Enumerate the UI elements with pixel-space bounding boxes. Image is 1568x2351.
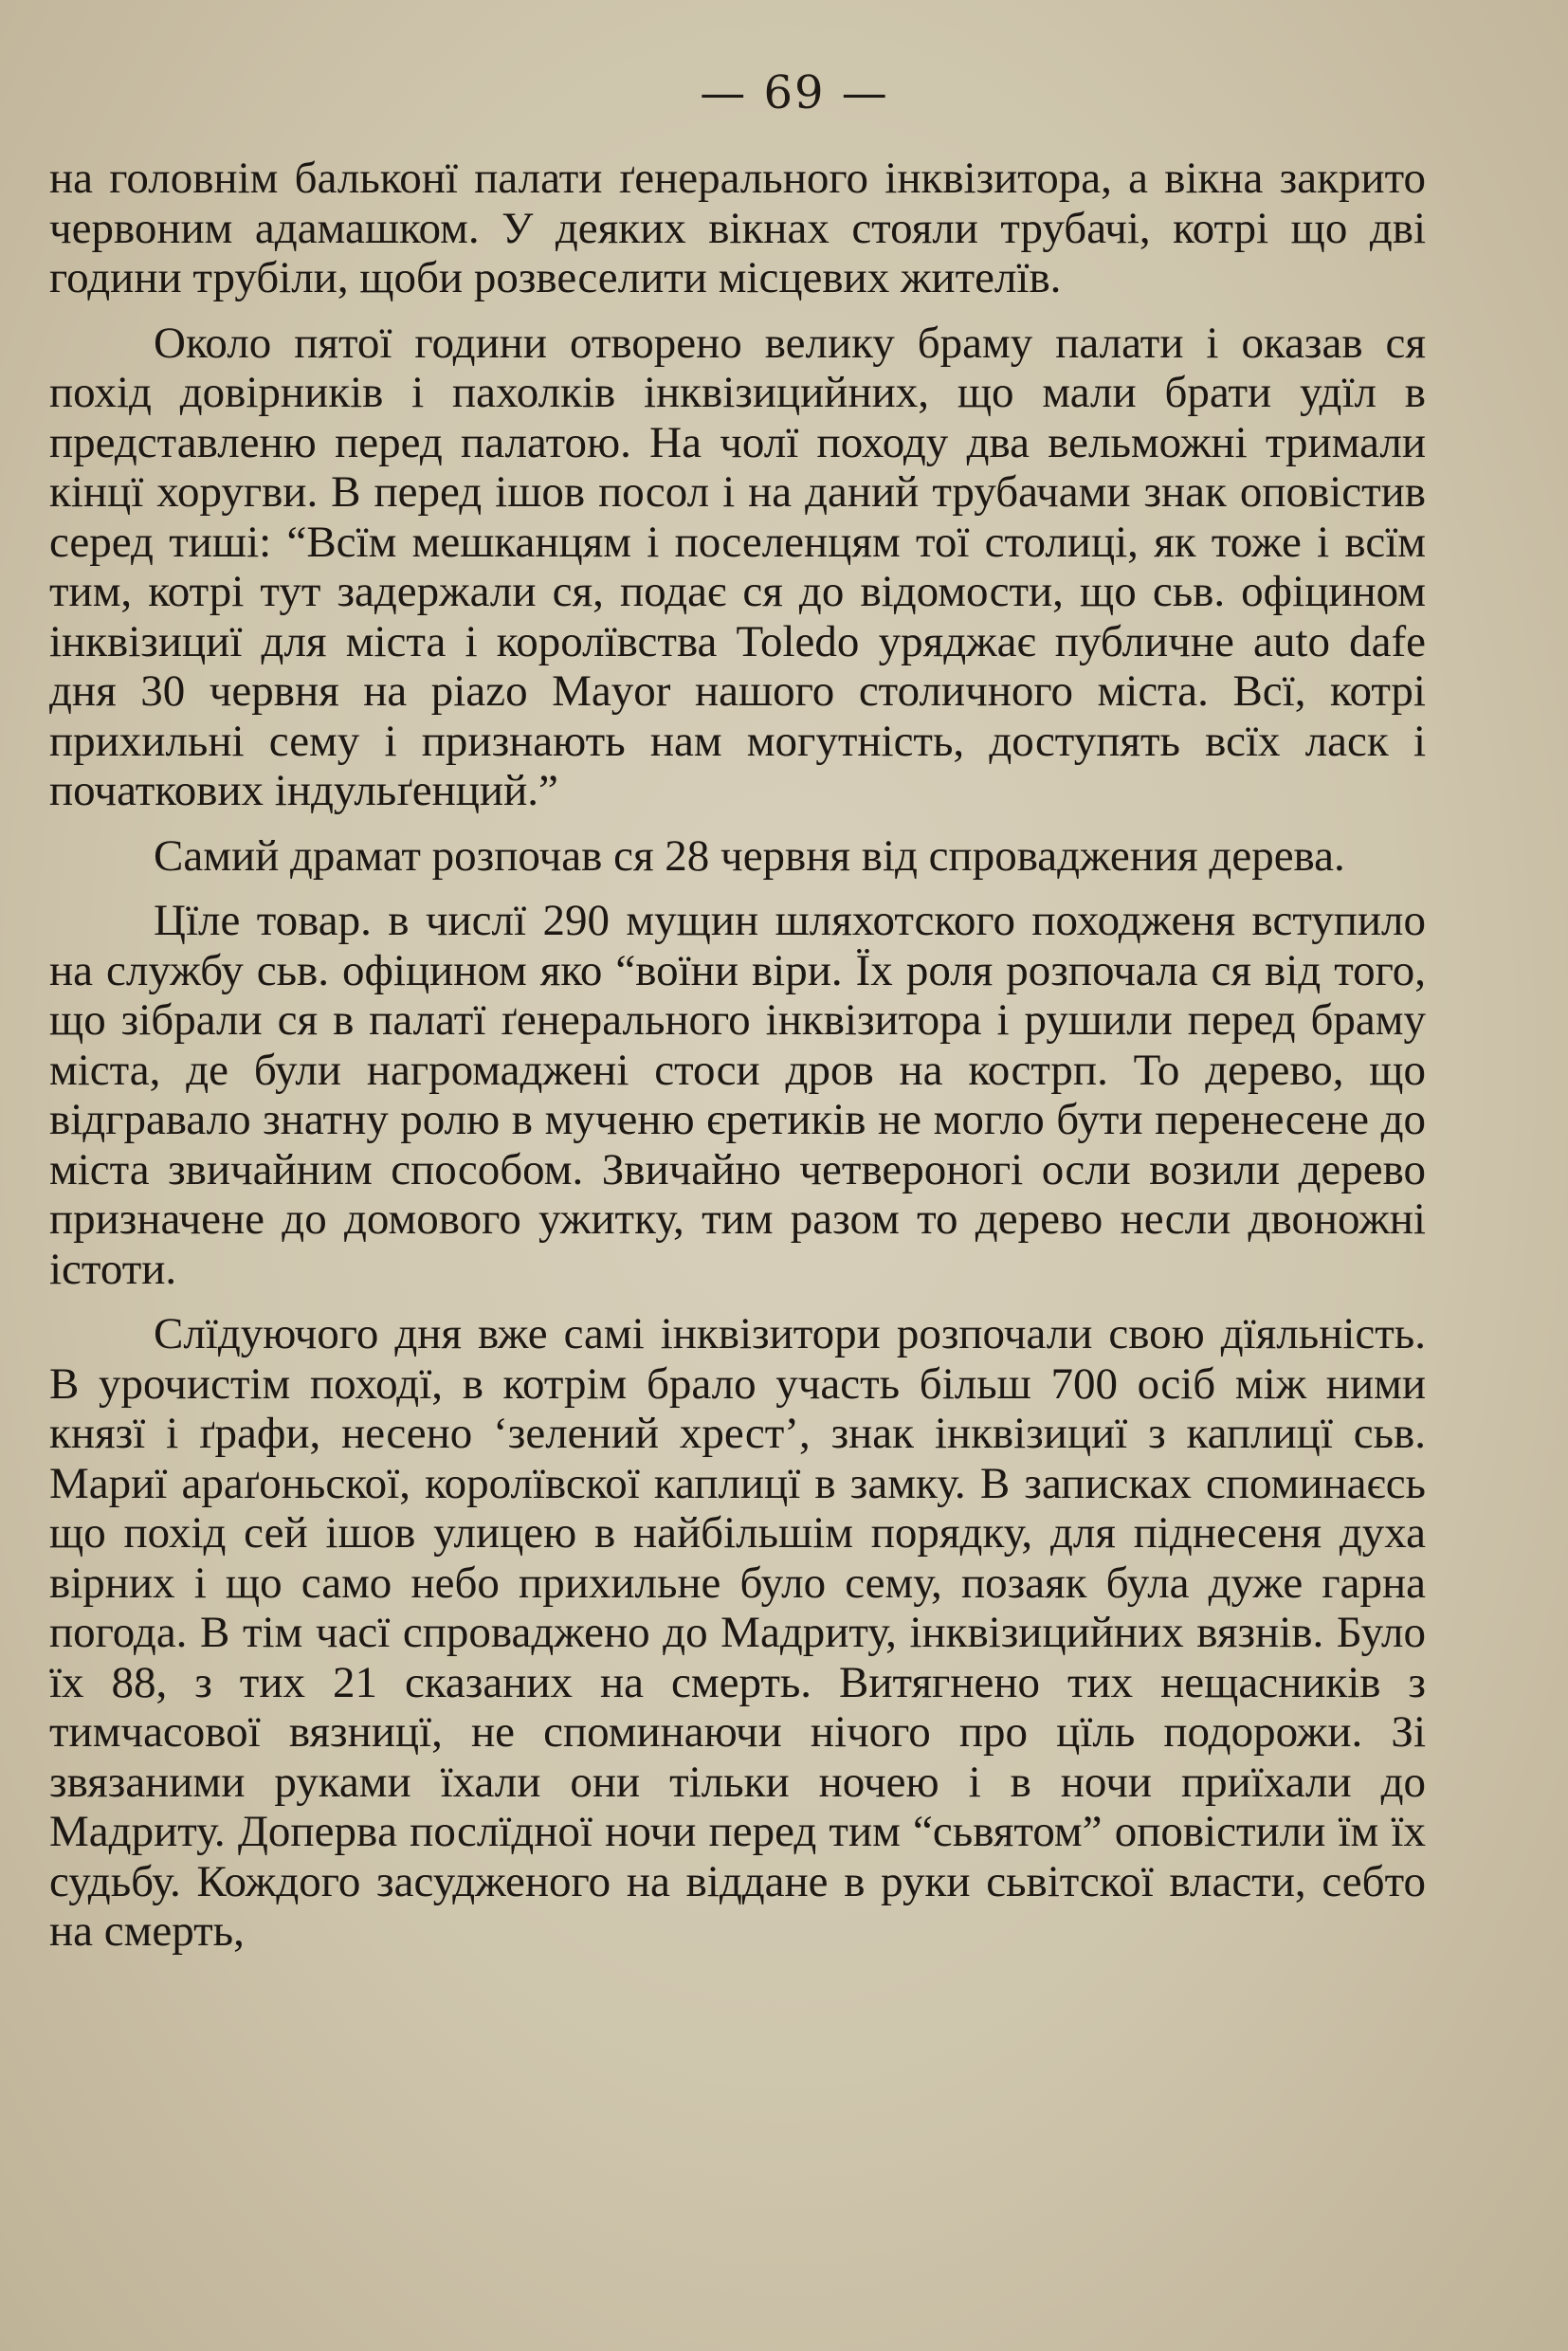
paragraph-2: Около пятої години отворено велику браму палати і оказав ся похід довірників і пахолків інквізицийних, що мали брати удїл в представленю перед палатою. На чолї походу два вельможні тримали кінцї хоругви. В перед ішов посол і на даний трубачами знак оповістив серед тиші: “Всїм мешканцям і поселенцям тої столиці, як тоже і всїм тим, котрі тут задержали ся, подає ся до відомости, що сьв. офіцином інквізициї для міста і королївства Toledo уряджає публичне auto dafe дня 30 червня на piazo Mayor нашого столичного міста. Всї, котрі прихильні сему і признають нам могутність, доступять всїх ласк і початкових індульґенций.” xyxy=(49,318,1426,815)
paragraph-1: на головнім бальконї палати ґенерального інквізитора, а вікна закрито червоним адамашком. У деяких вікнах стояли трубачі, котрі що дві години трубіли, щоби розвеселити місцевих жителїв. xyxy=(49,154,1426,302)
page-number: — 69 — xyxy=(700,66,889,119)
body-text xyxy=(49,154,1426,1957)
paragraph-4: Цїле товар. в числї 290 мущин шляхотского походженя вступило на службу сьв. офіцином яко “воїни віри. Їх роля розпочала ся від того, що зібрали ся в палатї ґенерального інквізитора і рушили перед браму міста, де були нагромаджені стоси дров на кострп. То дерево, що відгравало знатну ролю в мученю єретиків не могло бути перенесене до міста звичайним способом. Звичайно четвероногі осли возили дерево призначене до домового ужитку, тим разом то дерево несли двоножні істоти. xyxy=(49,896,1426,1294)
paragraph-5: Слїдуючого дня вже самі інквізитори розпочали свою дїяльність. В урочистім походї, в котрім брало участь більш 700 осіб між ними князї і ґрафи, несено ‘зелений хрест’, знак інквізициї з каплицї сьв. Мариї араґоньскої, королївскої каплицї в замку. В записках споминаєсь що похід сей ішов улицею в найбільшім порядку, для піднесеня духа вірних і що само небо прихильне було сему, позаяк була дуже гарна погода. В тім часї спроваджено до Мадриту, інквізицийних вязнів. Було їх 88, з тих 21 сказаних на смерть. Витягнено тих нещасників з тимчасової вязницї, не споминаючи нічого про цїль подорожи. Зі звязаними руками їхали они тільки ночею і в ночи приїхали до Мадриту. Допервa послїдної ночи перед тим “сьвятом” оповістили їм їх судьбу. Кождого засудженого на віддане в руки сьвітскої власти, себто на смерть, xyxy=(49,1309,1426,1956)
paragraph-3: Самий драмат розпочав ся 28 червня від спроваджения дерева. xyxy=(154,830,1345,881)
